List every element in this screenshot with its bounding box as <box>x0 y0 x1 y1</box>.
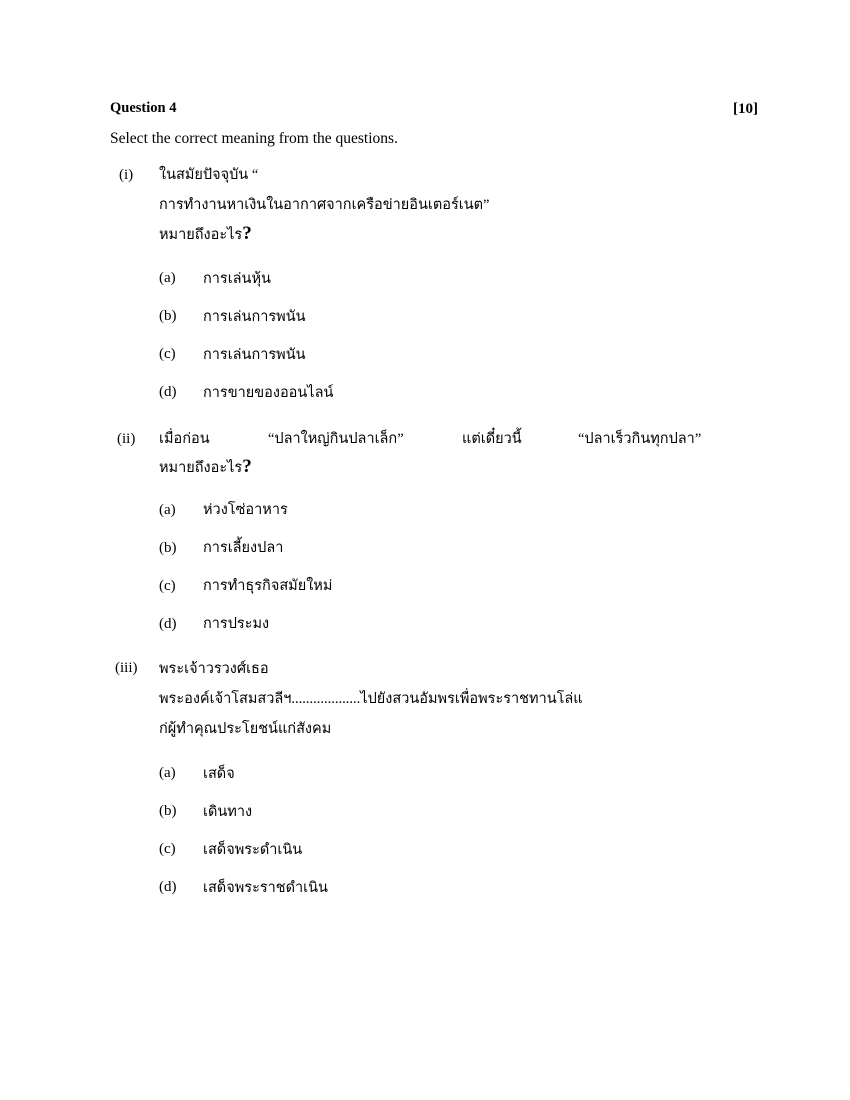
question-line: ในสมัยปัจจุบัน “ <box>159 167 259 183</box>
question-line: ก่ผู้ทำคุณประโยชน์แก่สังคม <box>159 721 332 737</box>
option-text-b: การเล่นการพนัน <box>203 309 306 325</box>
option-text-c: เสด็จพระดำเนิน <box>203 842 303 858</box>
option-text-c: การทำธุรกิจสมัยใหม่ <box>203 578 333 594</box>
question-number: (iii) <box>115 660 138 676</box>
question-line-text: หมายถึงอะไร <box>159 227 243 243</box>
option-text-a: เสด็จ <box>203 766 235 782</box>
option-text-a: ห่วงโซ่อาหาร <box>203 502 288 518</box>
question-header <box>110 100 760 122</box>
option-label-c: (c) <box>159 578 176 594</box>
option-label-a: (a) <box>159 270 176 286</box>
question-mark: ? <box>242 223 252 244</box>
question-number: (i) <box>119 167 134 183</box>
question-line <box>159 456 252 479</box>
question-segment: “ปลาใหญ่กินปลาเล็ก” <box>268 431 404 447</box>
option-text-a: การเล่นหุ้น <box>203 271 271 287</box>
option-text-b: เดินทาง <box>203 804 253 820</box>
question-segment: แต่เดี๋ยวนี้ <box>462 431 522 447</box>
option-label-d: (d) <box>159 616 177 632</box>
option-label-b: (b) <box>159 308 177 324</box>
instruction-text: Select the correct meaning from the questions. <box>110 130 398 147</box>
option-label-b: (b) <box>159 803 177 819</box>
question-line: พระองค์เจ้าโสมสวลีฯ...................ไปยังสวนอัมพรเพื่อพระราชทานโล่แ <box>159 691 583 707</box>
option-text-d: การประมง <box>203 616 270 632</box>
question-segment: “ปลาเร็วกินทุกปลา” <box>578 431 702 447</box>
option-label-d: (d) <box>159 879 177 895</box>
option-label-a: (a) <box>159 502 176 518</box>
option-text-b: การเลี้ยงปลา <box>203 540 284 556</box>
option-text-d: เสด็จพระราชดำเนิน <box>203 880 328 896</box>
question-marks: [10] <box>733 101 758 117</box>
question-title: Question 4 <box>110 100 177 116</box>
option-text-d: การขายของออนไลน์ <box>203 385 334 401</box>
question-line: การทำงานหาเงินในอากาศจากเครือข่ายอินเตอร์เนต” <box>159 197 490 213</box>
question-line: พระเจ้าวรวงศ์เธอ <box>159 661 269 677</box>
question-line <box>159 223 252 246</box>
option-label-a: (a) <box>159 765 176 781</box>
option-label-c: (c) <box>159 841 176 857</box>
option-label-b: (b) <box>159 540 177 556</box>
question-segment: เมื่อก่อน <box>159 431 210 447</box>
option-text-c: การเล่นการพนัน <box>203 347 306 363</box>
question-line-text: หมายถึงอะไร <box>159 460 243 476</box>
question-mark: ? <box>242 456 252 477</box>
question-number: (ii) <box>117 431 136 447</box>
option-label-c: (c) <box>159 346 176 362</box>
option-label-d: (d) <box>159 384 177 400</box>
